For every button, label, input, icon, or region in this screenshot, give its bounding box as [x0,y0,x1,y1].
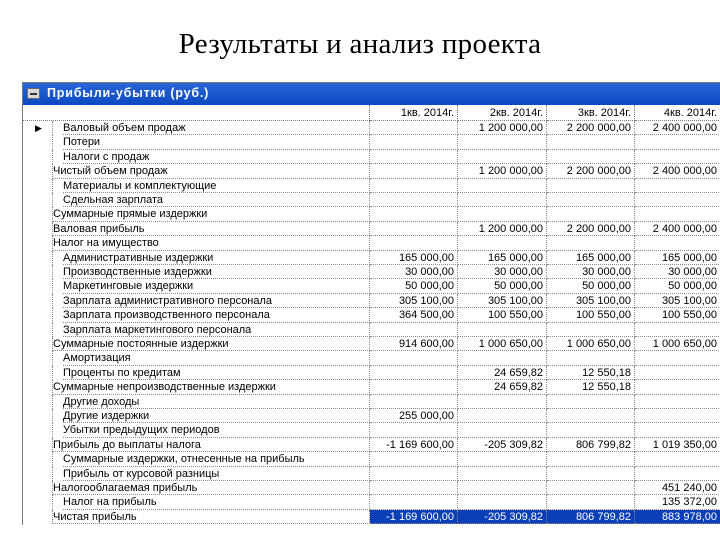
value-cell-q1[interactable]: -1 169 600,00 [370,438,458,452]
value-cell-q1[interactable]: 165 000,00 [370,251,458,265]
value-cell-q4[interactable] [635,423,720,437]
table-row[interactable] [23,409,720,423]
value-cell-q4[interactable] [635,351,720,365]
table-row[interactable] [23,265,720,279]
table-row[interactable] [23,495,720,509]
value-cell-q3[interactable]: 305 100,00 [547,294,635,308]
value-cell-q1[interactable]: 364 500,00 [370,308,458,322]
value-cell-q4[interactable] [635,150,720,164]
value-cell-q1[interactable] [370,467,458,481]
row-selector[interactable] [23,409,53,423]
column-header-q3[interactable]: 3кв. 2014г. [547,105,635,121]
value-cell-q2[interactable] [458,236,547,250]
table-row[interactable] [23,193,720,207]
row-selector[interactable] [23,164,53,178]
row-label: Суммарные издержки, отнесенные на прибыль [63,452,370,466]
row-selector[interactable] [23,135,53,149]
value-cell-q1[interactable]: 30 000,00 [370,265,458,279]
value-cell-q2[interactable] [458,495,547,509]
row-label: Чистый объем продаж [53,164,370,178]
value-cell-q1[interactable] [370,495,458,509]
value-cell-q4[interactable] [635,366,720,380]
value-cell-q1[interactable] [370,207,458,221]
column-header-q1[interactable]: 1кв. 2014г. [370,105,458,121]
row-selector[interactable] [23,337,53,351]
value-cell-q2[interactable] [458,193,547,207]
table-row[interactable] [23,467,720,481]
value-cell-q3[interactable] [547,452,635,466]
value-cell-q4[interactable] [635,467,720,481]
value-cell-q1[interactable]: 914 600,00 [370,337,458,351]
value-cell-q2[interactable] [458,179,547,193]
value-cell-q3[interactable] [547,395,635,409]
value-cell-q1[interactable] [370,179,458,193]
row-selector[interactable] [23,279,53,293]
value-cell-q1[interactable] [370,481,458,495]
row-selector[interactable] [23,366,53,380]
table-row[interactable] [23,251,720,265]
table-row[interactable] [23,121,720,135]
row-label: Зарплата производственного персонала [63,308,370,322]
value-cell-q3[interactable]: 2 200 000,00 [547,164,635,178]
value-cell-q3[interactable]: 1 000 650,00 [547,337,635,351]
value-cell-q4[interactable]: 451 240,00 [635,481,720,495]
row-label: Сдельная зарплата [63,193,370,207]
table-row[interactable] [23,366,720,380]
row-selector[interactable] [23,179,53,193]
table-row[interactable] [23,481,720,495]
value-cell-q2[interactable] [458,323,547,337]
value-cell-q2[interactable] [458,481,547,495]
value-cell-q1[interactable]: 50 000,00 [370,279,458,293]
row-label: Суммарные прямые издержки [53,207,370,221]
table-row[interactable] [23,452,720,466]
row-label: Налоги с продаж [63,150,370,164]
value-cell-q4[interactable] [635,179,720,193]
value-cell-q4[interactable]: 1 000 650,00 [635,337,720,351]
value-cell-q1[interactable] [370,380,458,394]
value-cell-q4[interactable]: 30 000,00 [635,265,720,279]
value-cell-q3[interactable]: 806 799,82 [547,510,635,524]
row-selector[interactable] [23,467,53,481]
value-cell-q2[interactable]: 24 659,82 [458,366,547,380]
row-label: Зарплата маркетингового персонала [63,323,370,337]
row-label: Налог на прибыль [63,495,370,509]
value-cell-q2[interactable]: 305 100,00 [458,294,547,308]
value-cell-q3[interactable] [547,150,635,164]
table-row[interactable] [23,395,720,409]
row-selector[interactable] [23,351,53,365]
table-row[interactable] [23,308,720,322]
row-label: Прибыль до выплаты налога [53,438,370,452]
value-cell-q1[interactable] [370,135,458,149]
value-cell-q2[interactable]: 50 000,00 [458,279,547,293]
value-cell-q4[interactable] [635,452,720,466]
value-cell-q2[interactable]: 24 659,82 [458,380,547,394]
value-cell-q4[interactable] [635,395,720,409]
value-cell-q1[interactable] [370,193,458,207]
column-header-q2[interactable]: 2кв. 2014г. [458,105,547,121]
value-cell-q1[interactable] [370,150,458,164]
value-cell-q2[interactable] [458,467,547,481]
value-cell-q2[interactable]: 100 550,00 [458,308,547,322]
row-selector[interactable] [23,308,53,322]
value-cell-q4[interactable] [635,135,720,149]
row-selector[interactable] [23,323,53,337]
window-minimize-icon[interactable] [27,88,40,99]
row-selector[interactable] [23,423,53,437]
value-cell-q3[interactable]: 30 000,00 [547,265,635,279]
table-row[interactable] [23,294,720,308]
row-label: Валовый объем продаж [63,121,370,135]
value-cell-q2[interactable] [458,150,547,164]
value-cell-q3[interactable] [547,467,635,481]
value-cell-q4[interactable]: 1 019 350,00 [635,438,720,452]
value-cell-q4[interactable]: 2 400 000,00 [635,164,720,178]
value-cell-q2[interactable] [458,409,547,423]
row-label: Материалы и комплектующие [63,179,370,193]
value-cell-q2[interactable] [458,423,547,437]
value-cell-q3[interactable] [547,409,635,423]
row-label: Валовая прибыль [53,222,370,236]
value-cell-q1[interactable] [370,423,458,437]
row-selector[interactable] [23,495,53,509]
value-cell-q1[interactable]: -1 169 600,00 [370,510,458,524]
value-cell-q3[interactable]: 50 000,00 [547,279,635,293]
value-cell-q3[interactable] [547,207,635,221]
window-title: Прибыли-убытки (руб.) [47,86,210,100]
row-selector[interactable] [23,265,53,279]
value-cell-q2[interactable]: -205 309,82 [458,438,547,452]
value-cell-q1[interactable] [370,366,458,380]
value-cell-q4[interactable]: 50 000,00 [635,279,720,293]
table-row[interactable] [23,337,720,351]
value-cell-q3[interactable]: 100 550,00 [547,308,635,322]
value-cell-q4[interactable] [635,193,720,207]
row-label: Другие издержки [63,409,370,423]
row-selector[interactable] [23,251,53,265]
row-label: Зарплата административного персонала [63,294,370,308]
value-cell-q1[interactable]: 255 000,00 [370,409,458,423]
value-cell-q1[interactable] [370,236,458,250]
value-cell-q3[interactable] [547,236,635,250]
table-row[interactable] [23,207,720,221]
value-cell-q4[interactable]: 2 400 000,00 [635,222,720,236]
row-label: Суммарные постоянные издержки [53,337,370,351]
row-label: Потери [63,135,370,149]
table-row[interactable] [23,510,720,524]
value-cell-q3[interactable] [547,193,635,207]
value-cell-q4[interactable] [635,207,720,221]
value-cell-q1[interactable] [370,164,458,178]
value-cell-q3[interactable]: 806 799,82 [547,438,635,452]
table-row[interactable] [23,351,720,365]
value-cell-q1[interactable] [370,395,458,409]
value-cell-q2[interactable]: -205 309,82 [458,510,547,524]
value-cell-q2[interactable] [458,207,547,221]
value-cell-q3[interactable] [547,351,635,365]
row-label: Производственные издержки [63,265,370,279]
table-row[interactable] [23,150,720,164]
value-cell-q3[interactable] [547,323,635,337]
row-selector[interactable] [23,294,53,308]
value-cell-q2[interactable]: 1 200 000,00 [458,222,547,236]
value-cell-q1[interactable] [370,222,458,236]
table-row[interactable] [23,222,720,236]
value-cell-q4[interactable] [635,323,720,337]
row-selector[interactable] [23,222,53,236]
value-cell-q2[interactable] [458,395,547,409]
row-label: Маркетинговые издержки [63,279,370,293]
value-cell-q4[interactable]: 135 372,00 [635,495,720,509]
row-selector[interactable] [23,193,53,207]
row-selector[interactable] [23,380,53,394]
value-cell-q3[interactable] [547,135,635,149]
column-header-q4[interactable]: 4кв. 2014г. [635,105,720,121]
row-selector[interactable] [23,438,53,452]
row-label: Чистая прибыль [53,510,370,524]
table-row[interactable] [23,380,720,394]
value-cell-q3[interactable]: 2 200 000,00 [547,222,635,236]
row-selector[interactable] [23,150,53,164]
row-selector[interactable] [23,481,53,495]
value-cell-q2[interactable] [458,351,547,365]
row-label: Налогооблагаемая прибыль [53,481,370,495]
table-row[interactable] [23,279,720,293]
value-cell-q3[interactable]: 165 000,00 [547,251,635,265]
value-cell-q2[interactable]: 1 200 000,00 [458,121,547,135]
value-cell-q2[interactable]: 165 000,00 [458,251,547,265]
table-row[interactable] [23,423,720,437]
table-row[interactable] [23,179,720,193]
row-selector[interactable] [23,236,53,250]
row-selector[interactable] [23,510,53,524]
value-cell-q3[interactable] [547,481,635,495]
value-cell-q4[interactable]: 165 000,00 [635,251,720,265]
value-cell-q1[interactable] [370,452,458,466]
value-cell-q3[interactable]: 12 550,18 [547,380,635,394]
row-selector[interactable] [23,452,53,466]
value-cell-q4[interactable] [635,409,720,423]
row-label: Проценты по кредитам [63,366,370,380]
row-label: Налог на имущество [53,236,370,250]
row-label: Административные издержки [63,251,370,265]
value-cell-q3[interactable]: 12 550,18 [547,366,635,380]
value-cell-q1[interactable] [370,121,458,135]
table-row[interactable] [23,236,720,250]
row-label: Амортизация [63,351,370,365]
row-label: Убытки предыдущих периодов [63,423,370,437]
table-row[interactable] [23,438,720,452]
value-cell-q3[interactable]: 2 200 000,00 [547,121,635,135]
row-label: Прибыль от курсовой разницы [63,467,370,481]
value-cell-q3[interactable] [547,423,635,437]
table-row[interactable] [23,135,720,149]
value-cell-q1[interactable] [370,323,458,337]
value-cell-q1[interactable]: 305 100,00 [370,294,458,308]
value-cell-q4[interactable]: 2 400 000,00 [635,121,720,135]
row-selector[interactable] [23,121,53,135]
table-row[interactable] [23,323,720,337]
value-cell-q4[interactable]: 100 550,00 [635,308,720,322]
profit-loss-window [22,82,720,525]
row-label: Другие доходы [63,395,370,409]
value-cell-q4[interactable]: 305 100,00 [635,294,720,308]
window-titlebar[interactable] [23,83,720,105]
value-cell-q1[interactable] [370,351,458,365]
value-cell-q2[interactable]: 1 200 000,00 [458,164,547,178]
current-row-pointer-icon: ▶ [35,123,42,133]
header-corner [23,105,370,121]
value-cell-q2[interactable]: 30 000,00 [458,265,547,279]
value-cell-q2[interactable] [458,135,547,149]
value-cell-q3[interactable] [547,495,635,509]
value-cell-q2[interactable] [458,452,547,466]
row-selector[interactable] [23,207,53,221]
row-label: Суммарные непроизводственные издержки [53,380,370,394]
row-selector[interactable] [23,395,53,409]
table-row[interactable] [23,164,720,178]
value-cell-q4[interactable]: 883 978,00 [635,510,720,524]
value-cell-q4[interactable] [635,380,720,394]
value-cell-q4[interactable] [635,236,720,250]
slide-title: Результаты и анализ проекта [178,28,542,60]
value-cell-q2[interactable]: 1 000 650,00 [458,337,547,351]
value-cell-q3[interactable] [547,179,635,193]
